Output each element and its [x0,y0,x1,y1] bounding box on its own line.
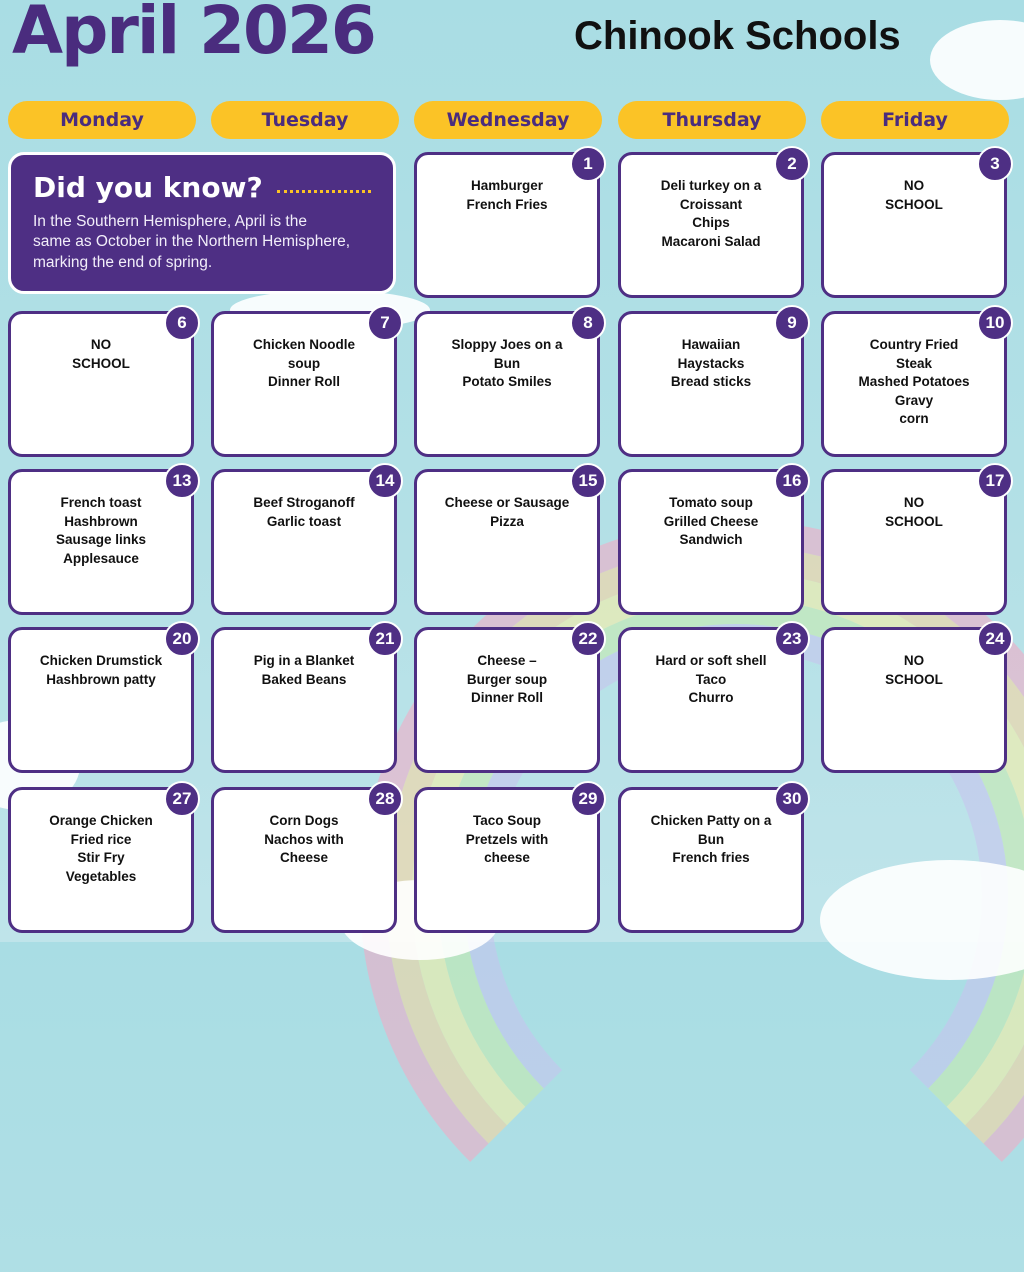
calendar-day-cell [414,627,600,773]
school-name: Chinook Schools [574,14,901,58]
menu-item-line: French toast [60,495,142,510]
menu-items [830,652,998,689]
day-number-badge: 20 [164,621,200,657]
menu-item-line: SCHOOL [885,671,943,687]
menu-item-line: Taco Soup [472,813,541,828]
menu-item-line: Fried rice [70,831,132,847]
menu-items [423,652,591,708]
weekday-header-wednesday: Wednesday [414,101,602,139]
calendar-day-cell [8,627,194,773]
menu-item-line: Gravy [894,392,934,408]
menu-items [830,494,998,531]
menu-item-line: Orange Chicken [49,813,153,828]
menu-items [220,812,388,868]
menu-items [423,336,591,392]
did-you-know-text [33,212,371,273]
menu-item-line: Burger soup [466,671,548,687]
calendar-day-cell [821,627,1007,773]
calendar-day-cell [618,311,804,457]
menu-item-line: Tomato soup [669,495,753,510]
menu-item-line: Hashbrown patty [46,671,156,687]
menu-item-line: Pizza [490,513,524,529]
menu-item-line: Steak [895,355,933,371]
day-number-badge: 14 [367,463,403,499]
day-number-badge: 29 [570,781,606,817]
day-number-badge: 9 [774,305,810,341]
menu-items [17,494,185,568]
weekday-header-tuesday: Tuesday [211,101,399,139]
menu-item-line: French fries [672,850,750,865]
day-number-badge: 1 [570,146,606,182]
calendar-day-cell [211,469,397,615]
menu-items [830,336,998,429]
dotted-line-decoration [277,190,371,193]
menu-item-line: SCHOOL [885,513,943,529]
menu-item-line: Beef Stroganoff [253,495,355,510]
menu-items [627,494,795,550]
menu-items [220,336,388,392]
day-number-badge: 22 [570,621,606,657]
day-number-badge: 7 [367,305,403,341]
menu-item-line: Dinner Roll [470,690,543,705]
menu-item-line: Baked Beans [261,671,347,687]
day-number-badge: 13 [164,463,200,499]
menu-item-line: Bun [493,355,521,371]
menu-item-line: soup [287,355,321,371]
calendar-day-cell [211,787,397,933]
calendar-day-cell [414,469,600,615]
menu-item-line: Sandwich [679,532,743,547]
menu-item-line: SCHOOL [885,196,943,212]
calendar-day-cell [414,152,600,298]
weekday-header-friday: Friday [821,101,1009,139]
menu-items [17,336,185,373]
day-number-badge: 3 [977,146,1013,182]
menu-item-line: Grilled Cheese [663,513,759,529]
calendar-day-cell [618,787,804,933]
calendar-day-cell [414,787,600,933]
menu-items [220,494,388,531]
calendar-day-cell [618,469,804,615]
day-number-badge: 8 [570,305,606,341]
menu-item-line: NO [903,495,925,510]
menu-item-line: Sloppy Joes on a [451,337,563,352]
did-you-know-panel [8,152,396,294]
menu-item-line: cheese [484,850,530,865]
calendar-day-cell [211,627,397,773]
menu-item-line: Cheese [279,850,329,865]
day-number-badge: 21 [367,621,403,657]
menu-item-line: Croissant [679,196,743,212]
did-you-know-line: In the Southern Hemisphere, April is the [33,213,307,230]
menu-item-line: Garlic toast [266,513,342,529]
day-number-badge: 28 [367,781,403,817]
day-number-badge: 10 [977,305,1013,341]
menu-item-line: Haystacks [677,355,745,371]
menu-item-line: Churro [688,690,734,705]
menu-item-line: Potato Smiles [462,374,552,389]
menu-items [423,494,591,531]
weekday-header-thursday: Thursday [618,101,806,139]
day-number-badge: 27 [164,781,200,817]
did-you-know-line: marking the end of spring. [33,253,213,271]
menu-items [830,177,998,214]
did-you-know-heading [33,171,371,204]
menu-item-line: Pig in a Blanket [253,653,355,668]
menu-item-line: Hashbrown [64,513,138,529]
menu-item-line: Corn Dogs [269,813,339,828]
menu-item-line: Chips [692,215,730,230]
cloud-decoration [930,20,1024,100]
menu-items [627,812,795,868]
calendar-day-cell [8,311,194,457]
day-number-badge: 2 [774,146,810,182]
menu-item-line: Deli turkey on a [660,178,762,193]
menu-item-line: Bun [697,831,725,847]
menu-item-line: Cheese or Sausage [444,495,570,510]
menu-item-line: Chicken Noodle [252,337,355,352]
menu-items [220,652,388,689]
day-number-badge: 23 [774,621,810,657]
calendar-day-cell [821,152,1007,298]
calendar-day-cell [414,311,600,457]
menu-items [423,177,591,214]
calendar-day-cell [618,627,804,773]
calendar-day-cell [8,787,194,933]
menu-item-line: NO [903,653,925,668]
menu-item-line: Applesauce [63,550,139,566]
day-number-badge: 16 [774,463,810,499]
menu-items [17,812,185,886]
menu-items [627,177,795,251]
menu-item-line: Hamburger [470,178,543,193]
menu-item-line: NO [903,178,925,193]
menu-item-line: Sausage links [55,532,147,547]
day-number-badge: 30 [774,781,810,817]
weekday-header-monday: Monday [8,101,196,139]
menu-items [627,652,795,708]
day-number-badge: 6 [164,305,200,341]
menu-item-line: Taco [695,671,727,687]
menu-item-line: Stir Fry [77,850,125,865]
menu-items [17,652,185,689]
menu-item-line: Mashed Potatoes [858,374,970,389]
menu-item-line: Nachos with [264,831,344,847]
menu-item-line: Vegetables [65,868,137,884]
calendar-day-cell [8,469,194,615]
menu-item-line: NO [90,337,112,352]
calendar-day-cell [821,469,1007,615]
calendar-day-cell [618,152,804,298]
menu-item-line: corn [899,411,929,426]
day-number-badge: 15 [570,463,606,499]
menu-item-line: Bread sticks [670,374,752,389]
menu-item-line: Chicken Drumstick [39,653,163,668]
menu-item-line: Hawaiian [681,337,741,352]
menu-item-line: Cheese – [477,653,537,668]
menu-items [423,812,591,868]
menu-item-line: French Fries [466,196,548,212]
did-you-know-title: Did you know? [33,171,263,204]
menu-item-line: Dinner Roll [267,374,340,389]
calendar-day-cell [821,311,1007,457]
menu-items [627,336,795,392]
calendar-day-cell [211,311,397,457]
menu-item-line: Macaroni Salad [661,233,761,249]
menu-item-line: Country Fried [869,337,959,352]
menu-item-line: Hard or soft shell [655,653,767,668]
day-number-badge: 17 [977,463,1013,499]
day-number-badge: 24 [977,621,1013,657]
did-you-know-line: same as October in the Northern Hemisphere, [33,233,351,251]
menu-item-line: Chicken Patty on a [650,813,772,828]
menu-item-line: SCHOOL [72,355,130,371]
page-title: April 2026 [12,0,375,69]
menu-item-line: Pretzels with [465,831,549,847]
